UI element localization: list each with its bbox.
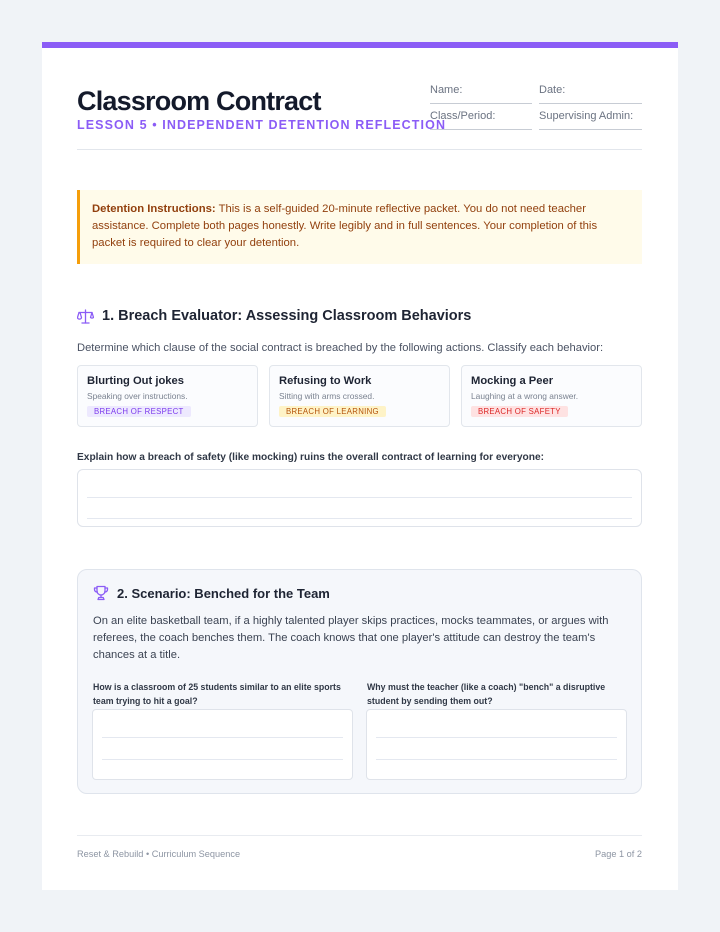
behavior-card [461, 365, 642, 427]
section1-question: Explain how a breach of safety (like mocking) ruins the overall contract of learning for everyone: [77, 452, 545, 463]
question-right: Why must the teacher (like a coach) "bench" a disruptive student by sending them out? [367, 682, 606, 706]
section1-title: 1. Breach Evaluator: Assessing Classroom Behaviors [102, 308, 472, 324]
behavior-title: Mocking a Peer [471, 375, 554, 387]
header [77, 48, 642, 150]
answer-box-right[interactable] [366, 709, 627, 780]
behavior-card [77, 365, 258, 427]
writing-line [102, 737, 343, 738]
section1-intro: Determine which clause of the social contract is breached by the following actions. Classify each behavior: [77, 342, 604, 354]
writing-line [87, 518, 632, 519]
question-left: How is a classroom of 25 students similar to an elite sports team trying to hit a goal? [93, 682, 341, 706]
behavior-card [269, 365, 450, 427]
behavior-title: Refusing to Work [279, 375, 372, 387]
behavior-description: Sitting with arms crossed. [279, 391, 375, 401]
footer [77, 835, 642, 859]
answer-box-left[interactable] [92, 709, 353, 780]
section2-heading [93, 584, 330, 602]
writing-line [376, 737, 617, 738]
page-title: Classroom Contract [77, 86, 321, 116]
supervising-admin-field[interactable]: Supervising Admin: [539, 110, 642, 130]
instructions-text: This is a self-guided 20-minute reflective packet. You do not need teacher assistance. Complete both pages honestly. Write legibly and in full sentences. Your completion of this packet is required to clear your detention. [92, 203, 598, 249]
writing-line [87, 497, 632, 498]
breach-tag: BREACH OF LEARNING [279, 406, 386, 417]
breach-tag: BREACH OF SAFETY [471, 406, 568, 417]
section1-answer-box[interactable] [77, 469, 642, 527]
scenario-paragraph: On an elite basketball team, if a highly talented player skips practices, mocks teammates, or argues with referees, the coach benches them. The coach knows that one player's attitude can destroy the team's chances at a title. [93, 615, 609, 661]
behavior-description: Laughing at a wrong answer. [471, 391, 579, 401]
footer-left: Reset & Rebuild • Curriculum Sequence [77, 849, 241, 859]
writing-line [376, 759, 617, 760]
worksheet-page [42, 42, 678, 890]
instructions-label: Detention Instructions: [92, 203, 216, 215]
class-period-field[interactable]: Class/Period: [430, 110, 532, 130]
lesson-subtitle: LESSON 5 • INDEPENDENT DETENTION REFLECTION [77, 118, 447, 132]
scales-icon [77, 309, 94, 324]
detention-instructions [77, 190, 642, 264]
trophy-icon [93, 585, 109, 601]
scenario-panel [77, 569, 642, 794]
section1-heading [77, 306, 471, 326]
section2-title: 2. Scenario: Benched for the Team [117, 585, 330, 601]
writing-line [102, 759, 343, 760]
date-field[interactable]: Date: [539, 84, 642, 104]
page-number: Page 1 of 2 [595, 849, 642, 859]
behavior-description: Speaking over instructions. [87, 391, 188, 401]
breach-tag: BREACH OF RESPECT [87, 406, 191, 417]
name-field[interactable]: Name: [430, 84, 532, 104]
behavior-title: Blurting Out jokes [87, 375, 184, 387]
